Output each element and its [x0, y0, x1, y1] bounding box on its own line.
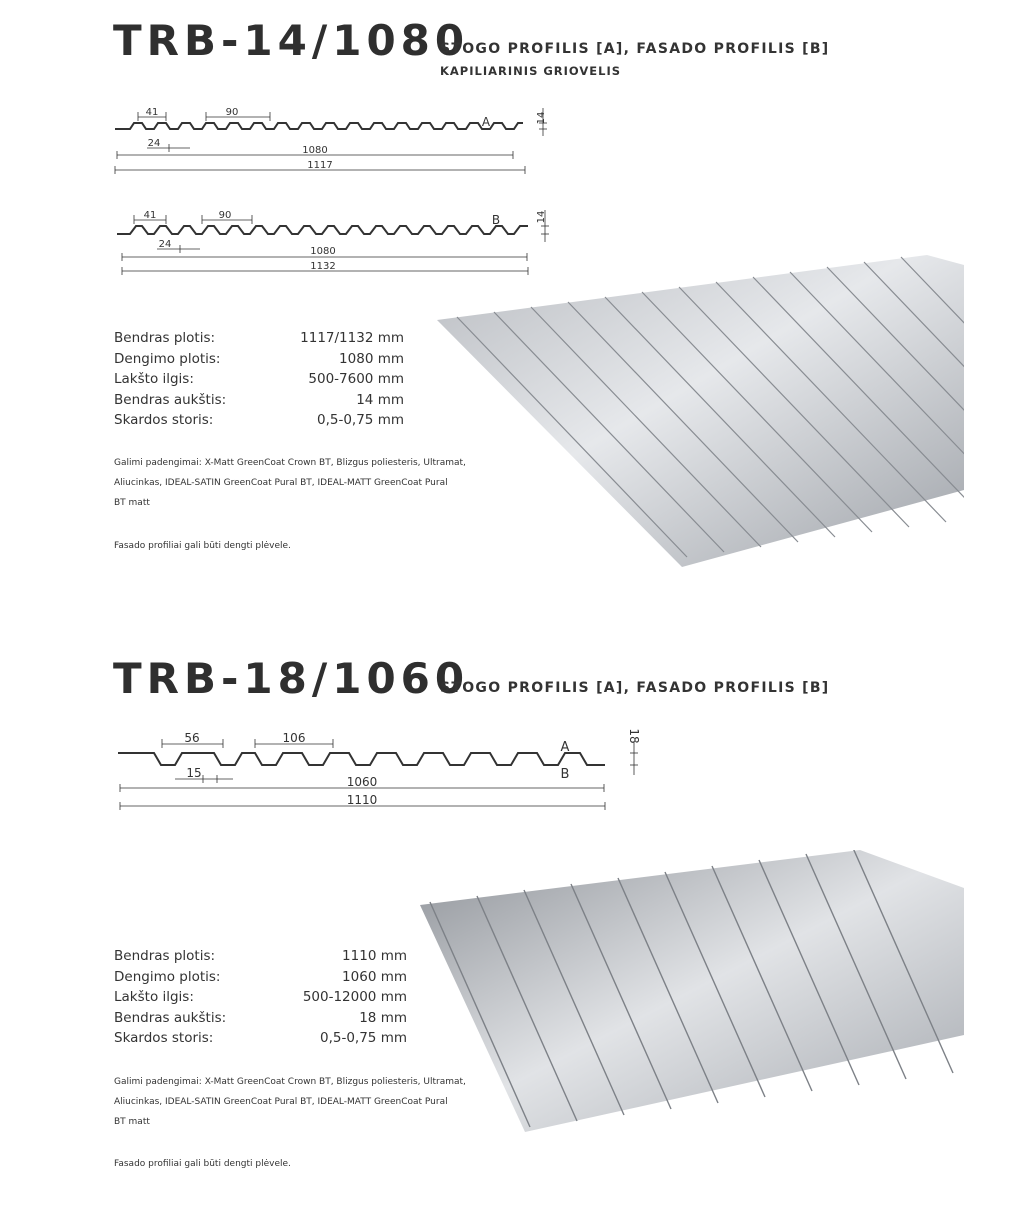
- profile-letter: A: [481, 115, 491, 129]
- spec-label: Skardos storis:: [114, 1030, 214, 1047]
- spec-value: 500-12000 mm: [302, 989, 407, 1006]
- product-subtitle: STOGO PROFILIS [A], FASADO PROFILIS [B]: [440, 680, 830, 696]
- profile-letter-a: A: [560, 740, 570, 755]
- coatings-line: Aliucinkas, IDEAL-SATIN GreenCoat Pural BT, IDEAL-MATT GreenCoat Pural: [114, 478, 448, 488]
- dim-total-width: 1117: [307, 160, 333, 171]
- dim-label: 106: [282, 731, 306, 745]
- spec-label: Bendras plotis:: [114, 330, 216, 346]
- spec-table: [114, 946, 407, 1049]
- spec-row: [114, 369, 404, 390]
- spec-row: [114, 946, 407, 967]
- dim-label: 41: [145, 107, 159, 118]
- spec-row: [114, 410, 404, 431]
- spec-label: Bendras plotis:: [114, 948, 216, 964]
- spec-row: [114, 390, 404, 411]
- dim-height: 14: [536, 210, 547, 224]
- spec-row: [114, 967, 407, 988]
- spec-row: [114, 1028, 407, 1049]
- product-subtitle: STOGO PROFILIS [A], FASADO PROFILIS [B]: [440, 41, 830, 57]
- product-title: TRB-14/1080: [113, 16, 470, 65]
- spec-value: 1110 mm: [342, 948, 407, 964]
- dim-cover-width: 1080: [302, 145, 328, 156]
- profile-diagram-a: [105, 100, 565, 180]
- spec-value: 0,5-0,75 mm: [320, 1030, 407, 1047]
- metal-sheet-image: [420, 850, 964, 1135]
- coatings-line: BT matt: [114, 1117, 150, 1127]
- profile-letter: B: [491, 213, 501, 227]
- spec-row: [114, 1008, 407, 1029]
- spec-row: [114, 987, 407, 1008]
- coatings-line: Galimi padengimai: X-Matt GreenCoat Crown BT, Blizgus poliesteris, Ultramat,: [114, 1077, 466, 1087]
- spec-label: Lakšto ilgis:: [114, 989, 194, 1006]
- spec-value: 0,5-0,75 mm: [317, 412, 404, 429]
- film-note: Fasado profiliai gali būti dengti plėvele.: [114, 541, 291, 551]
- spec-label: Dengimo plotis:: [114, 968, 221, 985]
- coatings-line: Aliucinkas, IDEAL-SATIN GreenCoat Pural BT, IDEAL-MATT GreenCoat Pural: [114, 1097, 448, 1107]
- metal-sheet-image: [437, 255, 964, 570]
- dim-label: 56: [184, 731, 200, 745]
- spec-table: [114, 328, 404, 431]
- dim-label: 24: [158, 239, 172, 250]
- spec-label: Skardos storis:: [114, 412, 214, 429]
- dim-label: 90: [225, 107, 239, 118]
- dim-total-width: 1132: [310, 261, 336, 272]
- spec-value: 1080 mm: [339, 350, 404, 367]
- spec-row: [114, 349, 404, 370]
- dim-height: 18: [627, 728, 641, 744]
- coatings-line: BT matt: [114, 498, 150, 508]
- spec-label: Dengimo plotis:: [114, 350, 221, 367]
- spec-value: 500-7600 mm: [308, 371, 404, 388]
- coatings-line: Galimi padengimai: X-Matt GreenCoat Crown BT, Blizgus poliesteris, Ultramat,: [114, 458, 466, 468]
- dim-label: 41: [143, 210, 157, 221]
- spec-label: Lakšto ilgis:: [114, 371, 194, 388]
- spec-row: [114, 328, 404, 349]
- product-subtitle-secondary: KAPILIARINIS GRIOVELIS: [440, 64, 622, 78]
- spec-value: 1117/1132 mm: [300, 330, 404, 346]
- profile-diagram: [105, 720, 650, 820]
- spec-label: Bendras aukštis:: [114, 1009, 227, 1026]
- dim-label: 15: [186, 766, 202, 780]
- profile-letter-b: B: [560, 767, 570, 782]
- dim-total-width: 1110: [346, 793, 378, 807]
- dim-height: 14: [536, 111, 547, 125]
- dim-cover-width: 1080: [310, 246, 336, 257]
- spec-value: 1060 mm: [342, 968, 407, 985]
- dim-label: 90: [218, 210, 232, 221]
- spec-value: 18 mm: [359, 1009, 407, 1026]
- product-title: TRB-18/1060: [113, 654, 470, 703]
- dim-cover-width: 1060: [346, 775, 378, 789]
- film-note: Fasado profiliai gali būti dengti plėvele.: [114, 1159, 291, 1169]
- spec-label: Bendras aukštis:: [114, 391, 227, 408]
- dim-label: 24: [147, 138, 161, 149]
- spec-value: 14 mm: [356, 391, 404, 408]
